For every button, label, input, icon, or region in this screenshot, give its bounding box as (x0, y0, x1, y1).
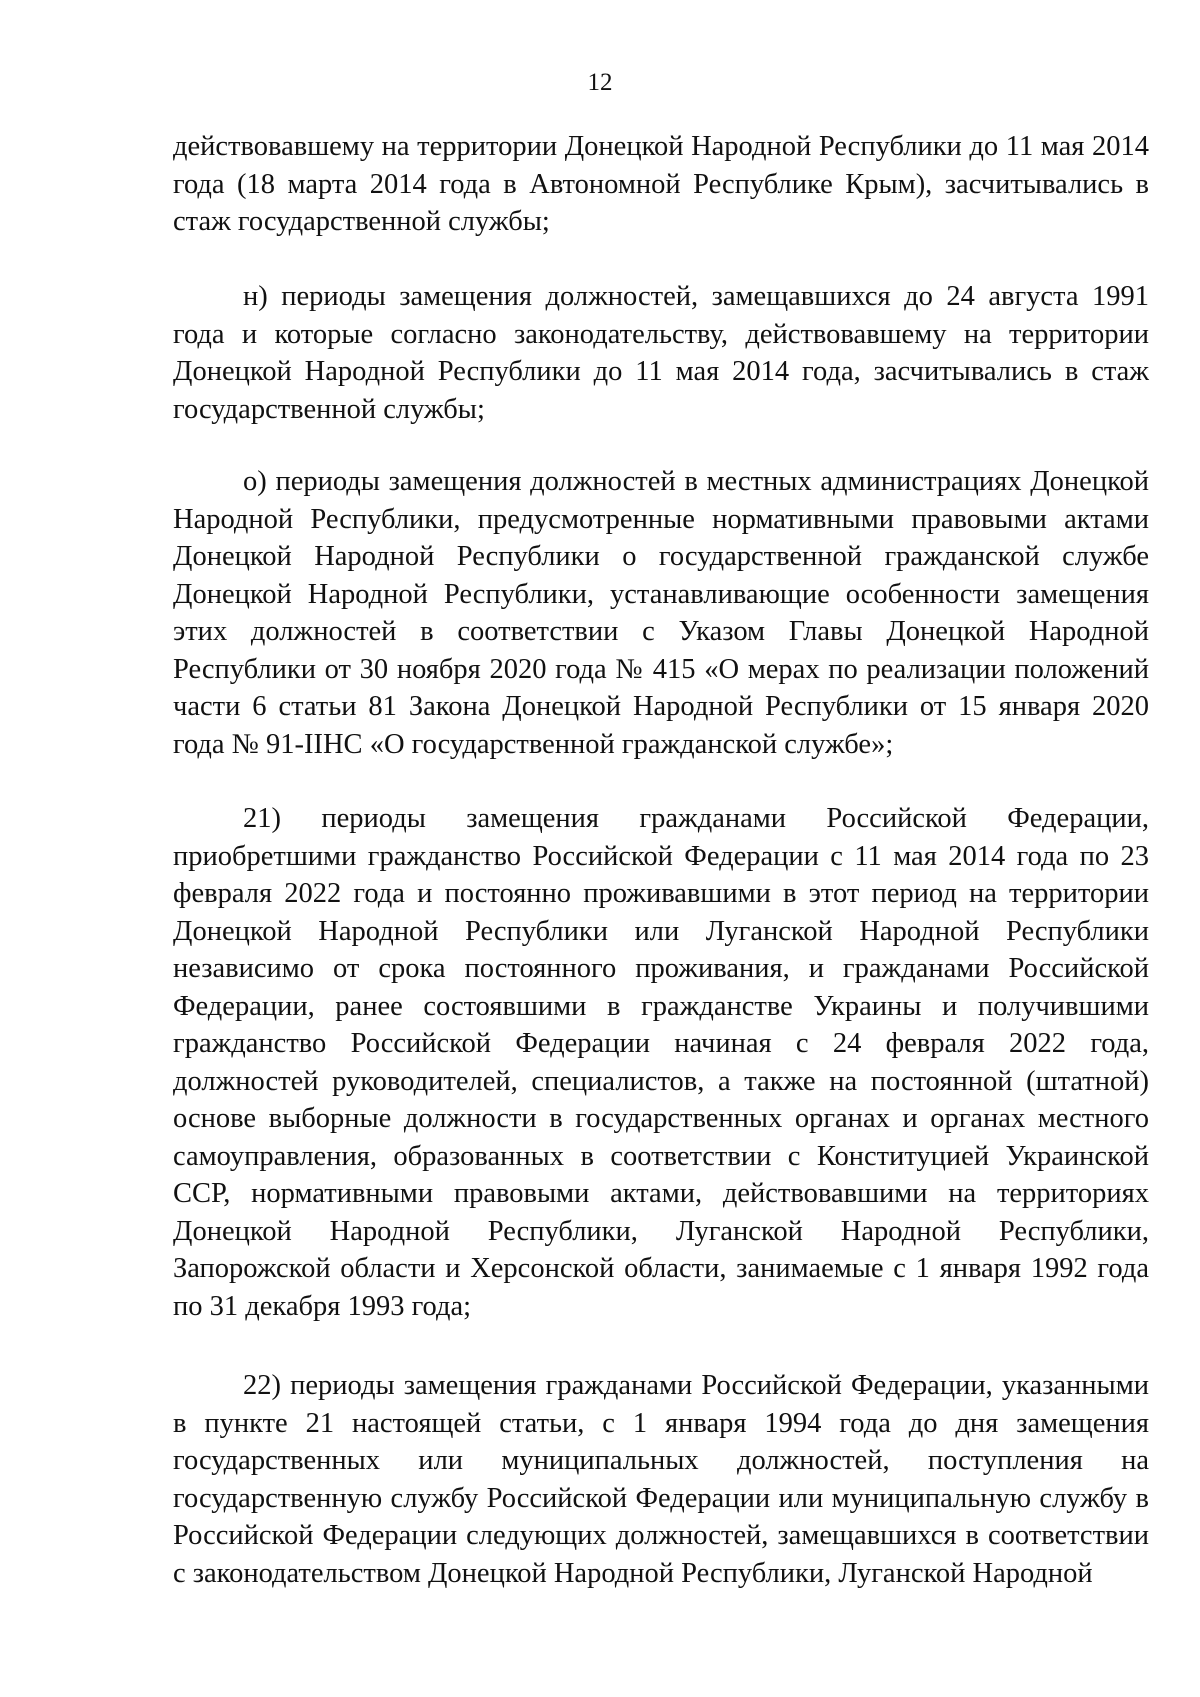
paragraph-continuation: действовавшему на территории Донецкой Народной Республики до 11 мая 2014 года (18 марта 2014 года в Автономной Республике Крым), засчитывались в стаж государственной службы; (173, 131, 1149, 237)
page-number: 12 (587, 69, 613, 96)
paragraph-item-n: н) периоды замещения должностей, замещавшихся до 24 августа 1991 года и которые согласно законодательству, действовавшему на территории Донецкой Народной Республики до 11 мая 2014 года, засчитывались в стаж государственной службы; (173, 281, 1149, 425)
paragraph-item-o: о) периоды замещения должностей в местных администрациях Донецкой Народной Республики, предусмотренные нормативными правовыми актами Донецкой Народной Республики о государственной гражданской службе Донецкой Народной Республики, устанавливающие особенности замещения этих должностей в соответствии с Указом Главы Донецкой Народной Республики от 30 ноября 2020 года № 415 «О мерах по реализации положений части 6 статьи 81 Закона Донецкой Народной Республики от 15 января 2020 года № 91-IIНС «О государственной гражданской службе»; (173, 466, 1149, 760)
paragraph-item-21: 21) периоды замещения гражданами Российской Федерации, приобретшими гражданство Российской Федерации с 11 мая 2014 года по 23 февраля 2022 года и постоянно проживавшими в этот период на территории Донецкой Народной Республики или Луганской Народной Республики независимо от срока постоянного проживания, и гражданами Российской Федерации, ранее состоявшими в гражданстве Украины и получившими гражданство Российской Федерации начиная с 24 февраля 2022 года, должностей руководителей, специалистов, а также на постоянной (штатной) основе выборные должности в государственных органах и органах местного самоуправления, образованных в соответствии с Конституцией Украинской ССР, нормативными правовыми актами, действовавшими на территориях Донецкой Народной Республики, Луганской Народной Республики, Запорожской области и Херсонской области, занимаемые с 1 января 1992 года по 31 декабря 1993 года; (173, 803, 1149, 1322)
paragraph-item-22: 22) периоды замещения гражданами Российской Федерации, указанными в пункте 21 настоящей статьи, с 1 января 1994 года до дня замещения государственных или муниципальных должностей, поступления на государственную службу Российской Федерации или муниципальную службу в Российской Федерации следующих должностей, замещавшихся в соответствии с законодательством Донецкой Народной Республики, Луганской Народной (173, 1370, 1149, 1589)
